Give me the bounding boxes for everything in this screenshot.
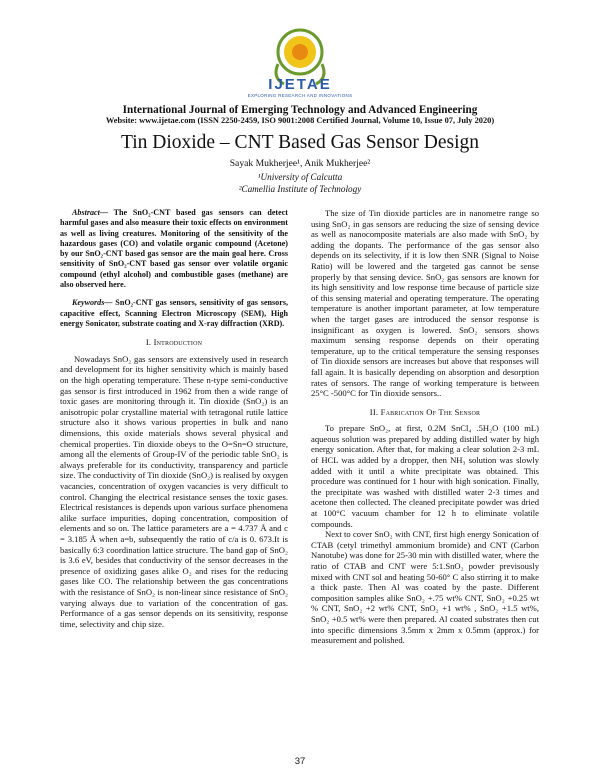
paper-authors: Sayak Mukherjee¹, Anik Mukherjee² (229, 158, 371, 169)
fabrication-paragraph-2: Next to cover SnO₂ with CNT, first high energy Sonication of CTAB (cetyl trimethyl ammonium bromide) and CNT (Carbon Nanotube) was done for 25-30 min with distilled water, where the ratio of CTAB and CNT were 5:1.SnO₂ powder previsously mixed with CNT sol and heating 50-60° C also stirring it to make a thick paste. Then Al was coated by the paste. Different composition samples alike SnO₂ +.75 wt% CNT, SnO₂ +0.25 wt % CNT, SnO₂ +2 wt% CNT, SnO₂ +1 wt% , SnO₂ +1.5 wt%, SnO₂ +0.5 wt% were then prepared. Al coated substrates then cut into specific dimensions 3.5mm x 2mm x 0.5mm (approx.) for measurement and polished. (311, 529, 539, 646)
fabrication-paragraph-1: To prepare SnO₂, at first, 0.2M SnCl₄ .5H₂O (100 mL) aqueous solution was prepared by adding distilled water by high energy sonication. After that, for making a clear solution 2-3 mL of HCL was added by a dropper, then NH₃ solution was slowly added with it until a white precipitate was obtained. This procedure was continued for 1 hour with high sonication. Finally, the precipitate was washed with distilled water 2-3 times and acetone then collected. The cleaned precipitate powder was dried at 100°C vacuum chamber for 12 h to eliminate volatile compounds. (311, 423, 539, 529)
left-column (60, 208, 288, 629)
section-heading-fabrication: II. Fabrication Of The Sensor (369, 406, 481, 417)
paper-title: Tin Dioxide – CNT Based Gas Sensor Design (120, 132, 480, 153)
logo-text: IJETAE (268, 76, 332, 93)
page-number: 37 (294, 756, 306, 767)
section-heading-introduction: I. Introduction (145, 337, 203, 348)
keywords-label: Keywords— (72, 298, 113, 308)
keywords (60, 298, 288, 329)
affiliation-1: ¹University of Calcutta (257, 172, 343, 182)
logo-subtext: EXPLORING RESEARCH AND INNOVATIONS (247, 93, 353, 98)
journal-website: Website: www.ijetae.com (ISSN 2250-2459, ISO 9001:2008 Certified Journal, Volume 10, Issue 07, July 2020) (105, 116, 495, 125)
abstract-text: The SnO₂-CNT based gas sensors can detect harmful gases and also measure their toxic effects on environment as well as living creatures. Monitoring of the sensitivity of the hazardous gases (CO) and volatile organic compound (Acetone) by our SnO₂-CNT based gas sensor are the main goal here. Cross sensitivity of SnO₂-CNT based gas sensor over volatile organic compound (ethyl alcohol) and combustible gases (methane) are also observed here. (60, 208, 288, 290)
abstract-label: Abstract— (72, 208, 108, 217)
affiliation-2: ²Camellia Institute of Technology (238, 184, 362, 194)
intro-paragraph-1: Nowadays SnO₂ gas sensors are extensively used in research and development for its higher sensitivity which is mainly based on the high operating temperature. These n-type semi-conductive gas sensor is first introduced in 1962 from then a wide range of toxic gases are monitoring through it. Tin dioxide (SnO₂) is an anisotropic polar crystalline material with tetragonal rutile lattice structure also it shows various properties in bulk and nano dimensions, this oxide materials shows several physical and chemical properties. Tin dioxide obeys to the O=Sn=O structure, among all the elements of Group-IV of the periodic table SnO₂ is always preferable for its conductivity, transparency and particle size. The conductivity of Tin dioxide (SnO₂) is realised by oxygen vacancies, concentration of oxygen vacancies is very difficult to control. Changing the electrical resistance senses the toxic gases. Electrical resistances is depends upon various surface phenomena alike surface impurities, doping concentration, composition of elements and so on. The lattice parameters are a = 4.737 Å and c = 3.185 Å when a=b, subsequently the ratio of c/a is 0. 673.It is basically 6:3 coordination lattice structure. The band gap of SnO₂ is 3.6 eV, besides that conductivity of the sensor decreases in the presence of oxidizing gases alike O₂ and rises for the reducing gases like CO. The relationship between the gas concentrations with the resistance of SnO₂ is non-linear since resistance of SnO₂ varying always due to variation of the concentration of gas. Performance of a gas sensor depends on its sensitivity, response time, selectivity and chip size. (60, 353, 288, 629)
keywords-text: SnO₂-CNT gas sensors, sensitivity of gas sensors, capacitive effect, Scanning Electron Microscopy (SEM), High energy Sonicator, substrate coating and X-ray diffraction (XRD). (60, 298, 288, 328)
intro-paragraph-2: The size of Tin dioxide particles are in nanometre range so using SnO₂ in gas sensors are reducing the size of sensing device as well as nanocomposite materials are also made with SnO₂ by adding the dopants. The performance of the gas sensor also depends on its selectivity, if it is low then SNR (Signal to Noise Ratio) will be lowered and the targeted gas cannot be sense properly by that sensing device. SnO₂ gas sensors are known for its high sensitivity and low response time because of particle size of this sensing material and operating temperature. The operating temperature is another important parameter, at low temperature when the target gases are introduced the sensor response is insignificant as oxygen is lowered. SnO₂ sensors shows maximum sensing response depends on their operating temperature, up to the critical temperature the sensing responses of Tin dioxide sensors are increases but above that responses will fall again. It is basically depending on absorption and desorption rates of sensors. The range of working temperature is between 25°C -500°C for Tin dioxide sensors.. (311, 208, 539, 399)
journal-name: International Journal of Emerging Technology and Advanced Engineering (122, 104, 478, 116)
right-column (311, 208, 539, 646)
abstract (60, 208, 288, 290)
